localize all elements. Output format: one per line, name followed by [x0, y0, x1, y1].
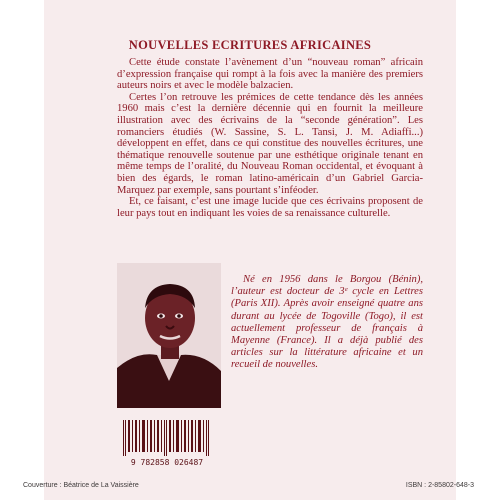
isbn: ISBN : 2-85802-648-3: [405, 482, 474, 489]
barcode-number: 9 782858 026487: [130, 458, 204, 467]
author-bio: Né en 1956 dans le Borgou (Bénin), l’auteur est docteur de 3ᵉ cycle en Lettres (Paris XII). Après avoir enseigné quatre ans durant au lycée de Togoville (Togo), il est actuellement professeur de français à Mayenne (France). Il a déjà publié des articles sur la littérature africaine et un recueil de nouvelles.: [231, 274, 423, 371]
barcode: [117, 420, 217, 470]
barcode-icon: [117, 420, 217, 458]
cover-credit: Couverture : Béatrice de La Vaissière: [23, 482, 139, 489]
author-portrait: [117, 263, 221, 408]
author-photo-icon: [117, 263, 221, 408]
synopsis-paragraph-2: Certes l’on retrouve les prémices de cette tendance dès les années 1960 mais c’est la dernière décennie qui en fournit la meilleure illustration avec des écrivains de la “seconde génération”. Les romanciers étudiés (W. Sassine, S. L. Tansi, J. M. Adiaffi...) développent en effet, dans ce qui constitue des nouvelles écritures, une thématique renouvelle soutenue par une esthétique originale tenant en même temps de l’oralité, du Nouveau Roman occidental, et évoquant à bien des égards, le roman latino-américain d’un Gabriel Garcia-Marquez par exemple, sans pourtant s’inféoder.: [117, 91, 423, 196]
book-title: NOUVELLES ECRITURES AFRICAINES: [128, 38, 372, 52]
book-back-cover: [44, 0, 456, 500]
synopsis: [117, 57, 423, 219]
synopsis-paragraph-3: Et, ce faisant, c’est une image lucide que ces écrivains proposent de leur pays tout en indiquant les voies de sa renaissance culturelle.: [117, 196, 423, 219]
synopsis-paragraph-1: Cette étude constate l’avènement d’un “nouveau roman” africain d’expression française qui rompt à la fois avec la manière des premiers auteurs noirs et avec le modèle balzacien.: [117, 57, 423, 92]
